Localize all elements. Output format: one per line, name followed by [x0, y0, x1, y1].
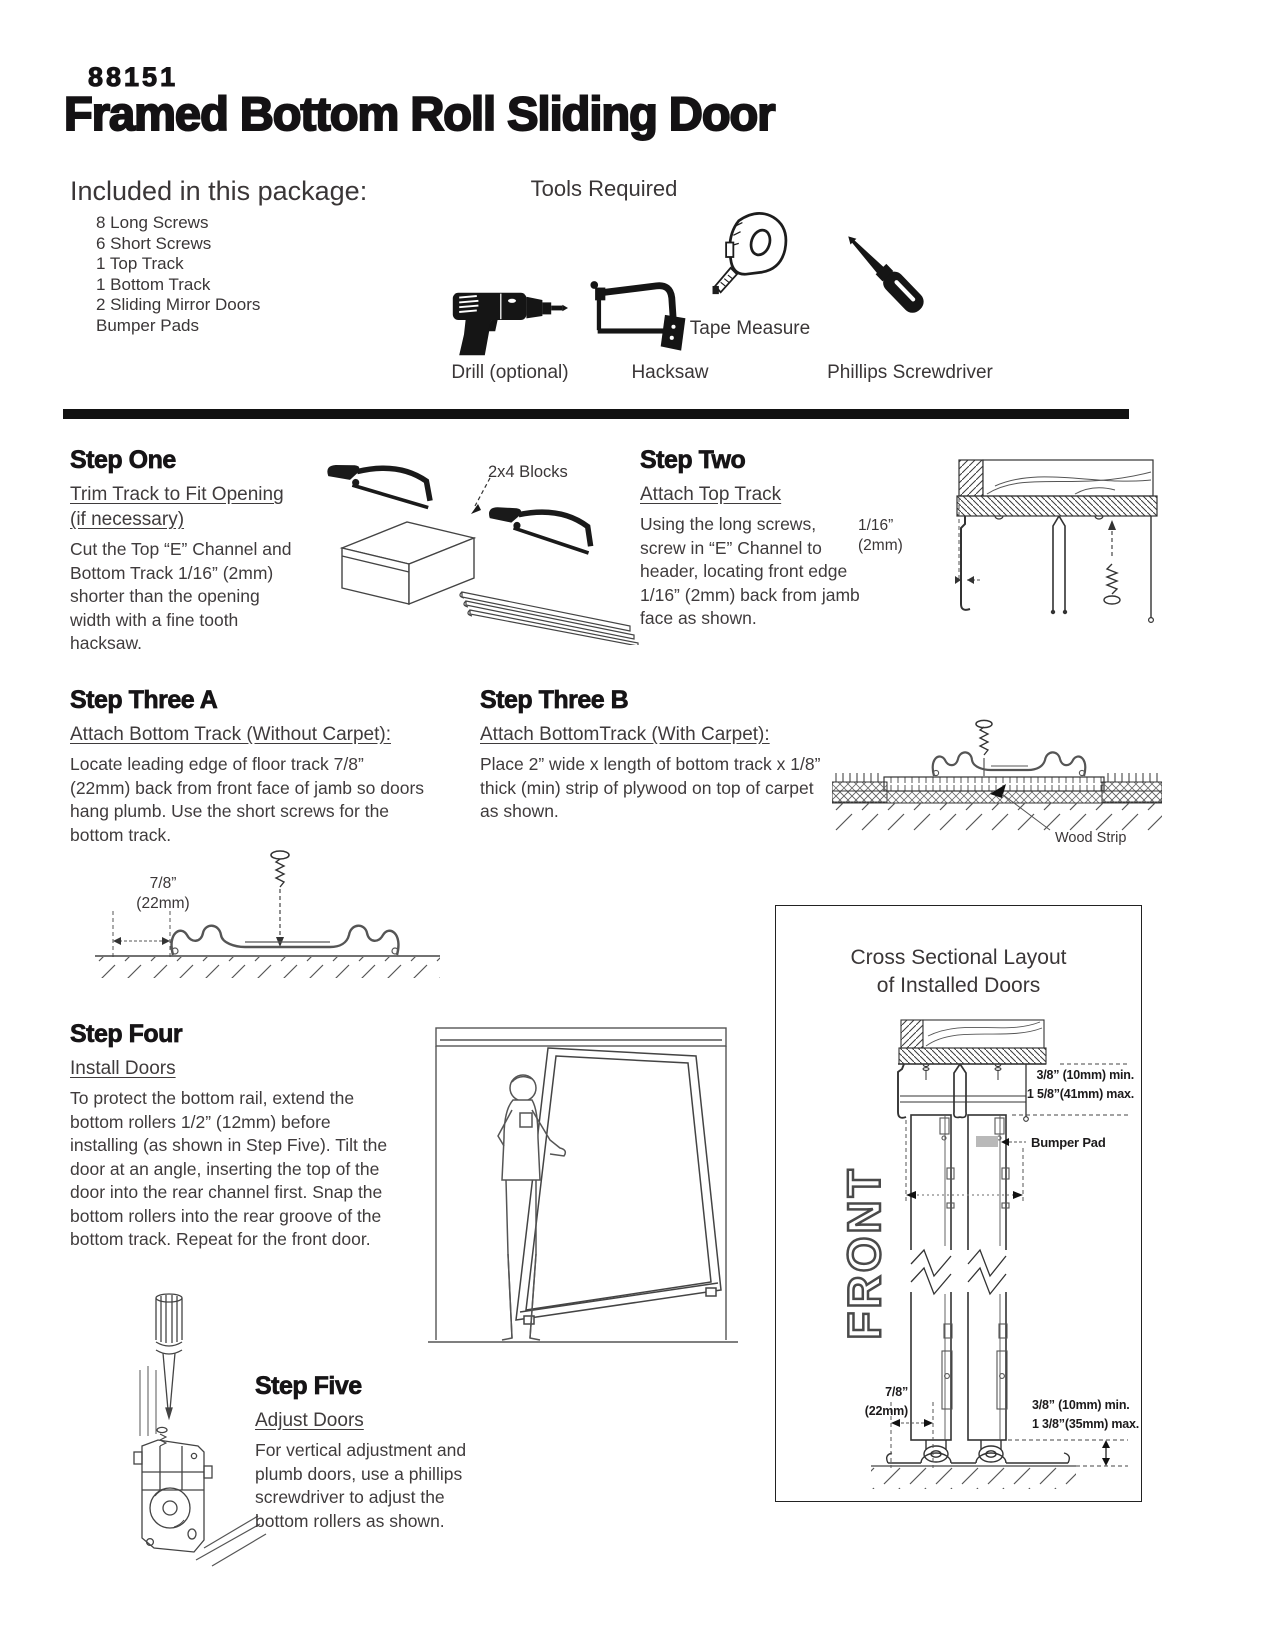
package-item: 1 Top Track [96, 254, 184, 273]
step-three-b-heading: Step Three B [480, 686, 629, 714]
step-four [70, 1020, 406, 1252]
step-three-a-bottom-track-diagram [95, 843, 440, 978]
step-two-subheading: Attach Top Track [640, 484, 782, 505]
product-number: 88151 [88, 62, 179, 92]
step-three-b-carpet-diagram [832, 672, 1162, 837]
step-two-heading: Step Two [640, 446, 746, 474]
step-two [640, 446, 868, 631]
step-four-body: To protect the bottom rail, extend the bottom rollers 1/2” (12mm) before installing (as shown in Step Five). Tilt the door at an angle, inserting the top of the door into the rear channel first. Snap the bottom rollers into the rear groove of the bottom track. Repeat for the front door. [70, 1088, 388, 1249]
cross-section-panel [775, 905, 1142, 1502]
step-one-subheading: Trim Track to Fit Opening (if necessary) [70, 484, 284, 530]
step-three-a-body: Locate leading edge of floor track 7/8” (22mm) back from front face of jamb so doors hang plumb. Use the short screws for the bottom track. [70, 754, 425, 845]
cross-bottom-left-dim: 7/8” (22mm) [864, 1385, 908, 1418]
step-four-subheading: Install Doors [70, 1058, 176, 1079]
hacksaw-icon [576, 262, 696, 354]
drill-icon [448, 272, 568, 360]
package-item: Bumper Pads [96, 315, 199, 335]
step-three-a-heading: Step Three A [70, 686, 218, 714]
tool-label-screwdriver: Phillips Screwdriver [827, 362, 993, 383]
step-five-roller-adjustment-illustration [100, 1258, 270, 1573]
tool-label-hacksaw: Hacksaw [631, 362, 709, 383]
package-item: 6 Short Screws [96, 233, 212, 253]
step-three-b-diagram-label: Wood Strip [1055, 830, 1127, 846]
screwdriver-icon [838, 218, 933, 358]
step-four-install-doors-illustration [428, 1018, 738, 1353]
step-five-heading: Step Five [255, 1372, 362, 1400]
tape-measure-icon [708, 206, 794, 308]
cross-top-dim: 3/8” (10mm) min. 1 5/8”(41mm) max. [1026, 1068, 1134, 1101]
package-item: 2 Sliding Mirror Doors [96, 295, 261, 314]
step-three-b-subheading: Attach BottomTrack (With Carpet): [480, 724, 770, 745]
step-two-dim-label: 1/16” (2mm) [858, 517, 903, 554]
step-one-body: Cut the Top “E” Channel and Bottom Track 1/16” (2mm) shorter than the opening width with a fine tooth hacksaw. [70, 539, 292, 653]
package-heading: Included in this package: [70, 176, 368, 206]
cross-bottom-right-dim: 3/8” (10mm) min. 1 3/8”(35mm) max. [1032, 1398, 1140, 1431]
cross-front-label: FRONT [838, 1166, 890, 1340]
step-three-a [70, 686, 432, 847]
step-five [255, 1372, 499, 1533]
tool-label-drill: Drill (optional) [451, 362, 569, 383]
step-one-diagram-label: 2x4 Blocks [488, 463, 568, 481]
cross-bumper-pad-label: Bumper Pad [1031, 1135, 1106, 1150]
step-three-a-dim-label: 7/8” (22mm) [136, 875, 190, 912]
step-one-heading: Step One [70, 446, 176, 474]
step-five-subheading: Adjust Doors [255, 1410, 364, 1431]
step-one [70, 446, 304, 656]
step-five-body: For vertical adjustment and plumb doors, use a phillips screwdriver to adjust the bottom rollers as shown. [255, 1440, 467, 1531]
page-title: Framed Bottom Roll Sliding Door [64, 87, 775, 140]
step-four-heading: Step Four [70, 1020, 183, 1048]
package-list [96, 213, 260, 336]
cross-section-title: Cross Sectional Layout of Installed Doors [850, 946, 1067, 997]
step-three-b [480, 686, 838, 824]
package-item: 1 Bottom Track [96, 274, 211, 294]
tool-label-tape-measure: Tape Measure [689, 318, 811, 339]
step-one-trim-track-illustration [312, 430, 642, 645]
package-item: 8 Long Screws [96, 213, 209, 232]
step-two-top-track-diagram [955, 452, 1165, 637]
tools-heading: Tools Required [530, 176, 678, 201]
step-three-a-subheading: Attach Bottom Track (Without Carpet): [70, 724, 391, 745]
step-two-body: Using the long screws, screw in “E” Channel to header, locating front edge 1/16” (2mm) back from jamb face as shown. [640, 514, 860, 628]
step-three-b-body: Place 2” wide x length of bottom track x 1/8” thick (min) strip of plywood on top of carpet as shown. [480, 754, 821, 821]
section-divider [63, 409, 1129, 419]
